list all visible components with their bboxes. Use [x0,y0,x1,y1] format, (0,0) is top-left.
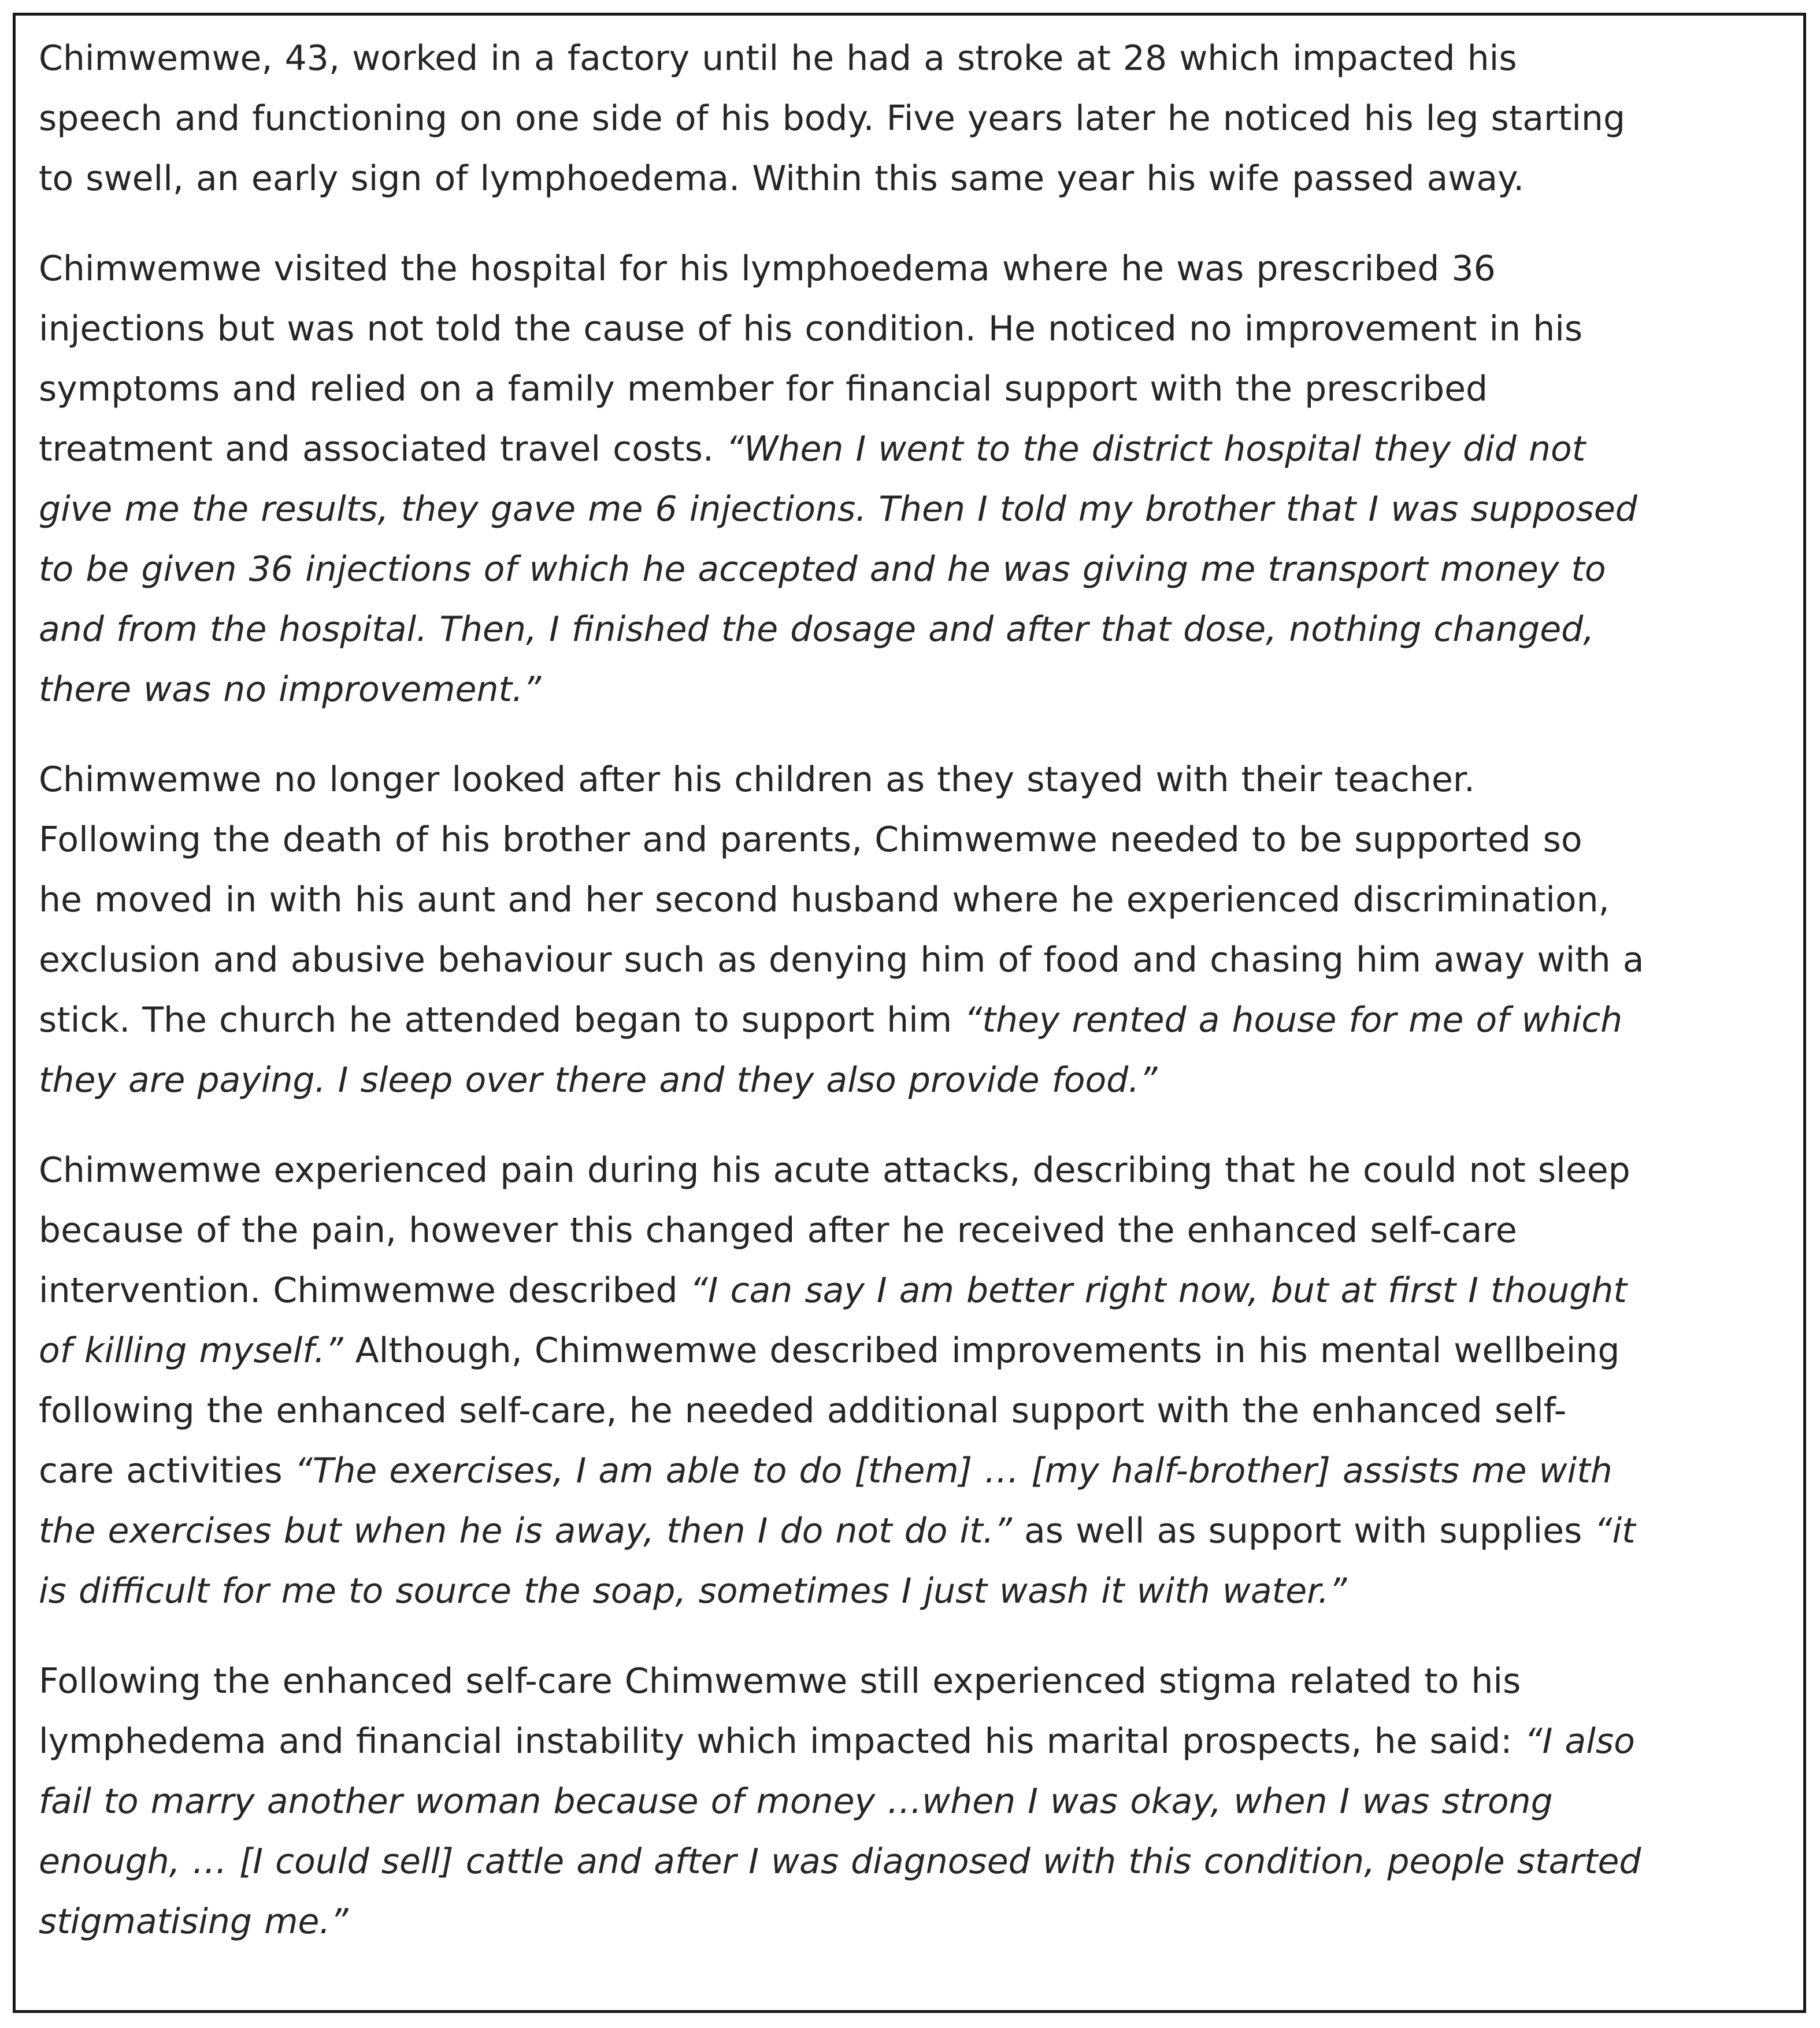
text-segment: Following the enhanced self-care Chimwemwe still experienced stigma related to his lymphedema and financial instability which impacted his marital prospects, he said: [39,1661,1521,1762]
text-segment: Chimwemwe experienced pain during his acute attacks, describing that he could not sleep because of the pain, however this changed after he received the enhanced self-care intervention. Chimwemwe described [39,1150,1630,1311]
quote-segment: “I can say I am better right now, but at first I thought of killing myself.” [39,1270,1627,1371]
case-study-box [13,13,1806,2013]
text-segment: Chimwemwe visited the hospital for his lymphoedema where he was prescribed 36 injections but was not told the cause of his condition. He noticed no improvement in his symptoms and relied on a family member for financial support with the prescribed treatment and associated travel costs. [39,249,1583,469]
text-segment: as well as support with supplies [1011,1511,1595,1551]
quote-segment: “When I went to the district hospital they did not give me the results, they gave me 6 injections. Then I told my brother that I was supposed to be given 36 injections of which he accepted and he was giving me transport money to and from the hospital. Then, I finished the dosage and after that dose, nothing changed, there was no improvement.” [39,429,1637,710]
quote-segment: “they rented a house for me of which they are paying. I sleep over there and they also provide food.” [39,1000,1623,1100]
quote-segment: “The exercises, I am able to do [them] … [my half-brother] assists me with the exercises but when he is away, then I do not do it.” [39,1451,1613,1551]
paragraph-self-care [39,1140,1780,1621]
quote-segment: “I also fail to marry another woman because of money …when I was okay, when I was strong enough, … [I could sell] cattle and after I was diagnosed with this condition, people started stigmatising me.” [39,1721,1641,1942]
text-segment: Chimwemwe no longer looked after his children as they stayed with their teacher. Following the death of his brother and parents, Chimwemwe needed to be supported so he moved in with his aunt and her second husband where he experienced discrimination, exclusion and abusive behaviour such as denying him of food and chasing him away with a stick. The church he attended began to support him [39,759,1644,1040]
paragraph-hospital-treatment [39,239,1780,720]
case-study-text [39,28,1780,1993]
paragraph-stigma [39,1651,1780,1952]
quote-segment: “it is difficult for me to source the soap, sometimes I just wash it with water.” [39,1511,1636,1611]
text-segment: Although, Chimwemwe described improvements in his mental wellbeing following the enhanced self-care, he needed additional support with the enhanced self- care activities [39,1330,1620,1491]
paragraph-background [39,28,1780,209]
paragraph-family-support [39,750,1780,1110]
text-segment: Chimwemwe, 43, worked in a factory until he had a stroke at 28 which impacted his speech and functioning on one side of his body. Five years later he noticed his leg starting to swell, an early sign of lymphoedema. Within this same year his wife passed away. [39,38,1626,199]
